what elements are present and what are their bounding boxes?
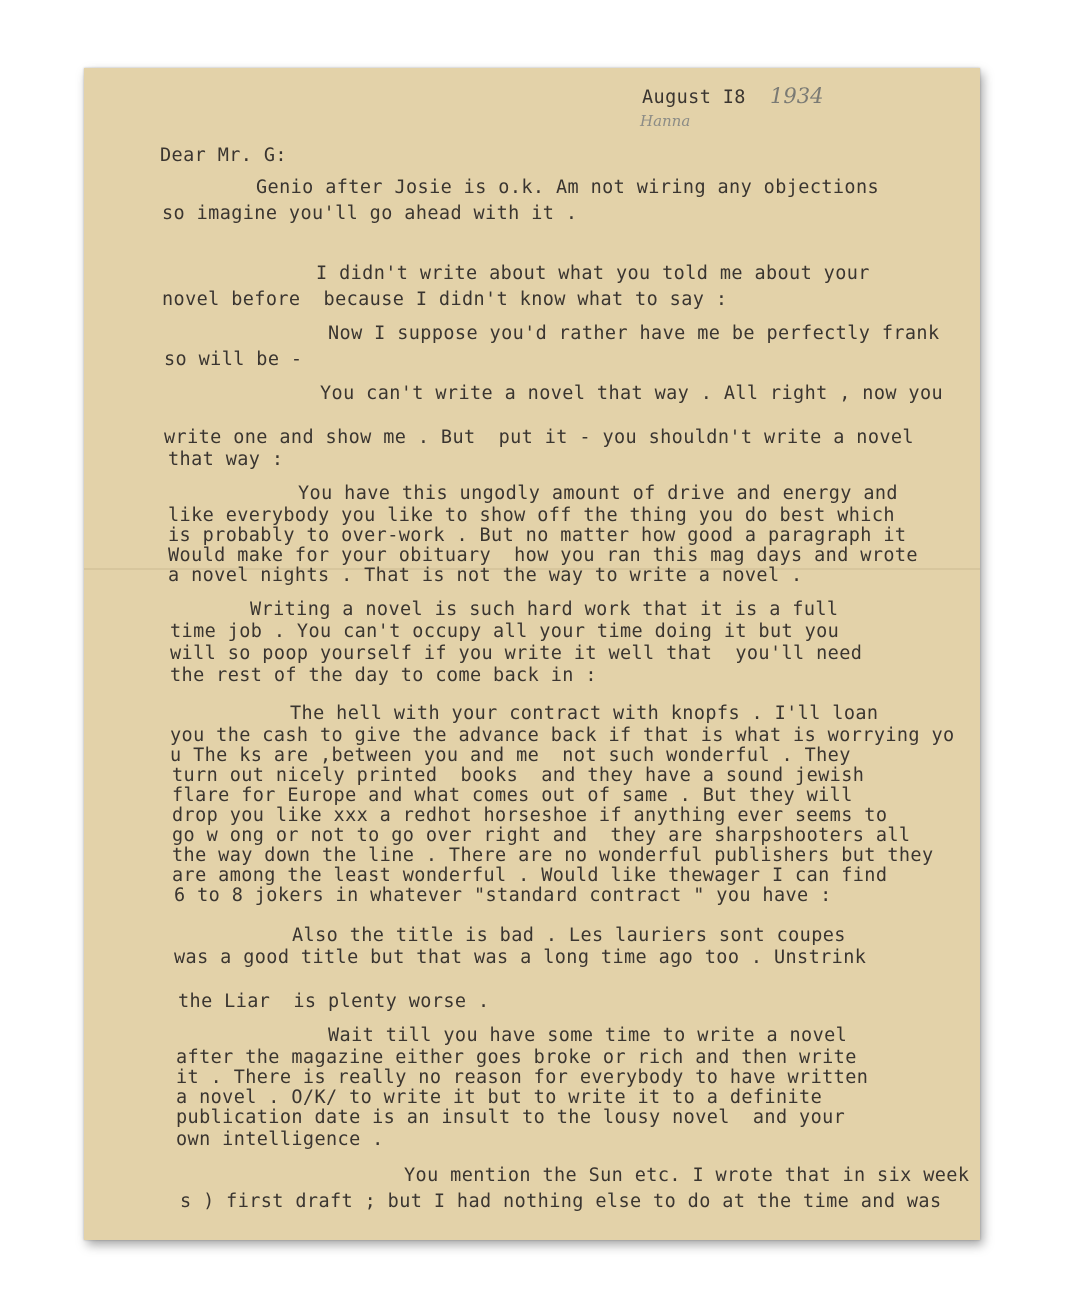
- letter-line: own intelligence .: [176, 1129, 384, 1150]
- letter-line: the way down the line . There are no wonderful publishers but they: [172, 845, 934, 866]
- letter-line: Writing a novel is such hard work that it is a full: [250, 599, 839, 620]
- letter-line: go w ong or not to go over right and they are sharpshooters all: [172, 825, 911, 846]
- letter-line: is probably to over-work . But no matter how good a paragraph it: [168, 525, 907, 546]
- letter-line: You have this ungodly amount of drive and energy and: [298, 483, 898, 504]
- letter-line: time job . You can't occupy all your time doing it but you: [170, 621, 840, 642]
- letter-line: are among the least wonderful . Would like thewager I can find: [172, 865, 888, 886]
- letter-line: The hell with your contract with knopfs . I'll loan: [290, 703, 879, 724]
- letter-line: u The ks are ,between you and me not such wonderful . They: [170, 745, 851, 766]
- letter-line: a novel nights . That is not the way to write a novel .: [168, 565, 803, 586]
- letter-line: so will be -: [164, 349, 303, 370]
- letter-line: turn out nicely printed books and they have a sound jewish: [172, 765, 865, 786]
- letter-line: Would make for your obituary how you ran this mag days and wrote: [168, 545, 918, 566]
- letter-line: so imagine you'll go ahead with it .: [162, 203, 578, 224]
- letter-line: Also the title is bad . Les lauriers sont coupes: [292, 925, 846, 946]
- letter-line: that way :: [168, 449, 284, 470]
- letter-line: like everybody you like to show off the thing you do best which: [168, 505, 895, 526]
- salutation: Dear Mr. G:: [160, 145, 287, 166]
- handwritten-year: 1934: [770, 84, 824, 108]
- letter-line: you the cash to give the advance back if that is what is worrying yo: [170, 725, 955, 746]
- letter-line: write one and show me . But put it - you shouldn't write a novel: [164, 427, 914, 448]
- letter-line: novel before because I didn't know what to say :: [162, 289, 728, 310]
- letter-line: flare for Europe and what comes out of same . But they will: [172, 785, 853, 806]
- letter-line: You can't write a novel that way . All right , now you: [320, 383, 944, 404]
- letter-line: Now I suppose you'd rather have me be perfectly frank: [328, 323, 940, 344]
- letter-line: it . There is really no reason for everybody to have written: [176, 1067, 869, 1088]
- letter-line: publication date is an insult to the lousy novel and your: [176, 1107, 846, 1128]
- letter-line: drop you like xxx a redhot horseshoe if anything ever seems to: [172, 805, 888, 826]
- letter-line: the Liar is plenty worse .: [178, 991, 490, 1012]
- letter-line: the rest of the day to come back in :: [170, 665, 597, 686]
- letter-line: Wait till you have some time to write a novel: [328, 1025, 848, 1046]
- letter-line: You mention the Sun etc. I wrote that in six week: [404, 1165, 970, 1186]
- pencil-annotation: Hanna: [640, 112, 691, 130]
- typed-date: August I8: [642, 87, 746, 108]
- letter-line: after the magazine either goes broke or rich and then write: [176, 1047, 857, 1068]
- letter-line: a novel . O/K/ to write it but to write it to a definite: [176, 1087, 823, 1108]
- letter-line: s ) first draft ; but I had nothing else to do at the time and was: [180, 1191, 942, 1212]
- typewritten-letter-page: [84, 68, 980, 1240]
- letter-line: Genio after Josie is o.k. Am not wiring any objections: [256, 177, 880, 198]
- letter-line: 6 to 8 jokers in whatever "standard contract " you have :: [174, 885, 832, 906]
- letter-line: will so poop yourself if you write it well that you'll need: [170, 643, 863, 664]
- letter-line: was a good title but that was a long time ago too . Unstrink: [174, 947, 867, 968]
- letter-line: I didn't write about what you told me about your: [316, 263, 870, 284]
